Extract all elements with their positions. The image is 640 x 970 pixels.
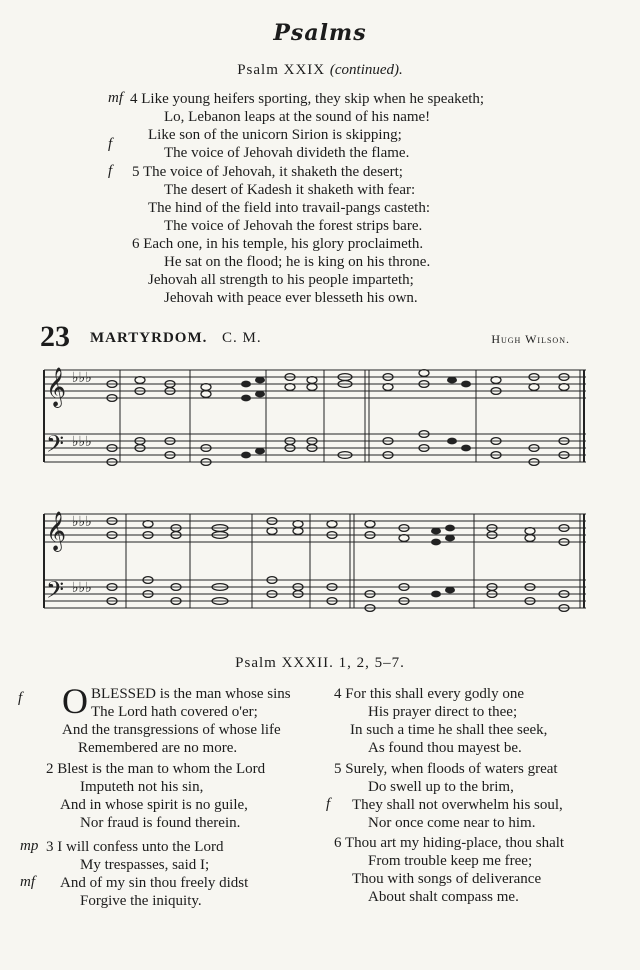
drop-cap: O xyxy=(62,681,88,721)
psalm-32-verse-3 xyxy=(46,838,248,910)
psalm-32-verse-1 xyxy=(62,681,332,757)
verse-line xyxy=(334,760,563,778)
verse-line-text: Thou art my hiding-place, thou shalt xyxy=(344,835,565,851)
verse-line: The voice of Jehovah the forest strips bare. xyxy=(164,218,423,234)
psalm-29-continued: (continued). xyxy=(329,62,403,78)
svg-text:♭♭♭: ♭♭♭ xyxy=(72,580,92,596)
tune-name: MARTYRDOM. xyxy=(90,330,208,346)
svg-text:𝄢: 𝄢 xyxy=(46,430,65,463)
verse-number: 3 xyxy=(46,839,54,855)
dynamic-f-v4-line4: f xyxy=(108,136,113,152)
verse-line: They shall not overwhelm his soul, xyxy=(352,797,563,813)
verse-line xyxy=(334,685,547,703)
verse-line: The hind of the field into travail-pangs casteth: xyxy=(148,200,430,216)
verse-line-text: Blest is the man to whom the Lord xyxy=(57,761,266,777)
verse-line xyxy=(132,163,430,181)
page-header-title: Psalms xyxy=(273,20,367,46)
svg-text:♭♭♭: ♭♭♭ xyxy=(72,514,92,530)
tune-header xyxy=(40,320,570,354)
tune-number: 23 xyxy=(40,320,70,353)
dynamic-f-v5: f xyxy=(108,163,113,179)
verse-line xyxy=(132,235,430,253)
psalm-29-verse-4 xyxy=(130,90,484,162)
verse-line xyxy=(46,838,248,856)
psalm-32-verse-5 xyxy=(334,760,563,832)
verse-number: 4 xyxy=(130,91,138,107)
verse-line: Jehovah all strength to his people imparteth; xyxy=(148,272,414,288)
svg-text:♭♭♭: ♭♭♭ xyxy=(72,370,92,386)
verse-line: BLESSED is the man whose sins xyxy=(91,686,291,702)
verse-line: Like son of the unicorn Sirion is skipping; xyxy=(148,127,402,143)
psalm-29-verse-6 xyxy=(132,235,430,307)
verse-line: Jehovah with peace ever blesseth his own. xyxy=(164,290,418,306)
verse-line: My trespasses, said I; xyxy=(80,857,210,873)
verse-line: And the transgressions of whose life xyxy=(62,722,281,738)
verse-line xyxy=(130,90,484,108)
psalm-29-verse-5 xyxy=(132,163,430,235)
dynamic-f-v5-line3: f xyxy=(326,796,331,812)
verse-line: In such a time he shall thee seek, xyxy=(350,722,548,738)
verse-line-text: Surely, when floods of waters great xyxy=(345,761,558,777)
verse-number: 5 xyxy=(132,164,140,180)
verse-number: 6 xyxy=(334,835,342,851)
svg-text:𝄞: 𝄞 xyxy=(46,367,67,407)
verse-line: Nor fraud is found therein. xyxy=(80,815,241,831)
music-score-system-1 xyxy=(40,358,588,473)
verse-line-text: For this shall every godly one xyxy=(345,686,524,702)
verse-line xyxy=(46,760,265,778)
dynamic-mp-v3: mp xyxy=(20,838,39,854)
verse-number: 5 xyxy=(334,761,342,777)
verse-line xyxy=(334,834,564,852)
verse-line: He sat on the flood; he is king on his throne. xyxy=(164,254,431,270)
verse-line-text: Each one, in his temple, his glory proclaimeth. xyxy=(143,236,424,252)
verse-line: Thou with songs of deliverance xyxy=(352,871,542,887)
psalm-32-verse-4 xyxy=(334,685,547,757)
verse-line: Lo, Lebanon leaps at the sound of his name! xyxy=(164,109,431,125)
verse-line: The Lord hath covered o'er; xyxy=(91,704,258,720)
verse-line: About shalt compass me. xyxy=(368,889,519,905)
psalm-32-verse-6 xyxy=(334,834,564,906)
verse-number: 6 xyxy=(132,236,140,252)
tune-meter: C. M. xyxy=(222,330,262,346)
verse-line: The desert of Kadesh it shaketh with fear: xyxy=(164,182,416,198)
verse-line: Imputeth not his sin, xyxy=(80,779,204,795)
psalm-32-title: Psalm XXXII. 1, 2, 5–7. xyxy=(235,655,405,671)
svg-text:♭♭♭: ♭♭♭ xyxy=(72,434,92,450)
verse-line: Remembered are no more. xyxy=(78,740,238,756)
dynamic-f-v1: f xyxy=(18,690,23,706)
verse-line: His prayer direct to thee; xyxy=(368,704,518,720)
verse-line: The voice of Jehovah divideth the flame. xyxy=(164,145,410,161)
verse-line: As found thou mayest be. xyxy=(368,740,522,756)
verse-line: From trouble keep me free; xyxy=(368,853,533,869)
verse-line-text: The voice of Jehovah, it shaketh the desert; xyxy=(142,164,403,180)
svg-text:𝄞: 𝄞 xyxy=(46,511,67,551)
music-score-system-2 xyxy=(40,500,588,625)
dynamic-mf-v3-line3: mf xyxy=(20,874,35,890)
psalm-32-verse-2 xyxy=(46,760,265,832)
verse-line: Forgive the iniquity. xyxy=(80,893,202,909)
verse-line: And in whose spirit is no guile, xyxy=(60,797,248,813)
psalm-29-title-text: Psalm XXIX xyxy=(237,62,326,78)
verse-number: 2 xyxy=(46,761,54,777)
verse-line-text: I will confess unto the Lord xyxy=(57,839,224,855)
tune-composer: Hugh Wilson. xyxy=(491,332,570,346)
verse-line: And of my sin thou freely didst xyxy=(60,875,249,891)
svg-text:𝄢: 𝄢 xyxy=(46,576,65,609)
verse-line-text: Like young heifers sporting, they skip when he speaketh; xyxy=(141,91,485,107)
verse-number: 4 xyxy=(334,686,342,702)
verse-line: Nor once come near to him. xyxy=(368,815,536,831)
psalm-29-title xyxy=(0,62,640,79)
dynamic-mf-v4: mf xyxy=(108,90,123,106)
verse-line: Do swell up to the brim, xyxy=(368,779,514,795)
